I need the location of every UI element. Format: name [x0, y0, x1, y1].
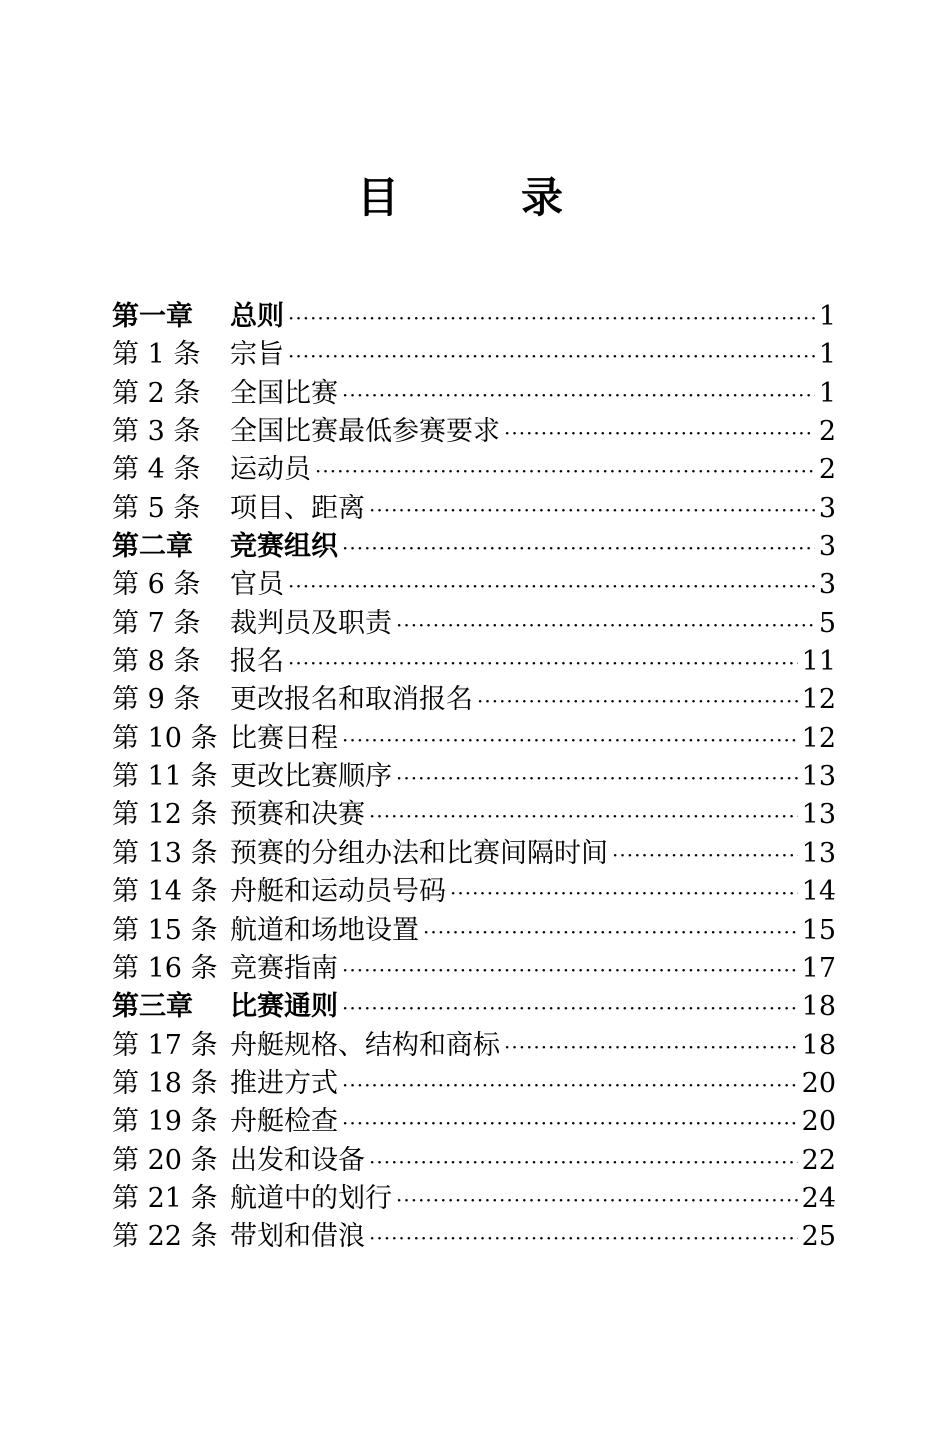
toc-article-entry[interactable]	[112, 912, 836, 950]
toc-entry-label: 第 8 条	[112, 646, 201, 678]
toc-entry-title: 比赛日程	[230, 722, 338, 754]
toc-article-entry[interactable]	[112, 950, 836, 988]
dot-leader	[288, 299, 815, 337]
toc-entry-label: 第 2 条	[112, 377, 201, 409]
dot-leader	[423, 913, 798, 951]
toc-article-entry[interactable]	[112, 1027, 836, 1065]
toc-entry-page-number: 13	[801, 799, 836, 831]
toc-entry-title: 航道中的划行	[230, 1182, 392, 1214]
toc-entry-title: 舟艇规格、结构和商标	[230, 1029, 500, 1061]
toc-article-entry[interactable]	[112, 1142, 836, 1180]
toc-entry-page-number: 3	[818, 531, 836, 563]
toc-entry-label: 第 9 条	[112, 684, 201, 716]
toc-entry-page-number: 18	[801, 1029, 836, 1061]
toc-entry-label: 第 7 条	[112, 607, 201, 639]
toc-entry-title: 运动员	[230, 454, 311, 486]
dot-leader	[369, 491, 815, 529]
toc-article-entry[interactable]	[112, 643, 836, 681]
toc-article-entry[interactable]	[112, 758, 836, 796]
toc-entry-page-number: 1	[818, 339, 836, 371]
toc-chapter-entry[interactable]	[112, 988, 836, 1026]
toc-article-entry[interactable]	[112, 1180, 836, 1218]
toc-article-entry[interactable]	[112, 413, 836, 451]
toc-entry-title: 航道和场地设置	[230, 914, 419, 946]
dot-leader	[396, 606, 815, 644]
toc-article-entry[interactable]	[112, 375, 836, 413]
toc-entry-title: 预赛的分组办法和比赛间隔时间	[230, 837, 608, 869]
toc-entry-label: 第 19 条	[112, 1106, 218, 1138]
dot-leader	[342, 951, 798, 989]
toc-article-entry[interactable]	[112, 873, 836, 911]
dot-leader	[504, 414, 815, 452]
toc-entry-title: 官员	[230, 569, 284, 601]
toc-entry-page-number: 11	[801, 646, 836, 678]
dot-leader	[477, 682, 798, 720]
toc-article-entry[interactable]	[112, 720, 836, 758]
toc-entry-label: 第 22 条	[112, 1221, 218, 1253]
toc-entry-label: 第一章	[112, 301, 193, 332]
toc-entry-label: 第 11 条	[112, 761, 218, 793]
toc-entry-page-number: 17	[801, 952, 836, 984]
toc-entry-title: 全国比赛最低参赛要求	[230, 416, 500, 448]
dot-leader	[342, 1104, 798, 1142]
toc-entry-label: 第 20 条	[112, 1144, 218, 1176]
toc-entry-title: 报名	[230, 646, 284, 678]
toc-entry-label: 第 4 条	[112, 454, 201, 486]
toc-entry-title: 竞赛指南	[230, 952, 338, 984]
toc-entry-page-number: 13	[801, 761, 836, 793]
toc-entry-label: 第 12 条	[112, 799, 218, 831]
dot-leader	[369, 1143, 798, 1181]
toc-entry-page-number: 2	[818, 454, 836, 486]
toc-entry-label: 第 21 条	[112, 1182, 218, 1214]
table-of-contents	[112, 298, 836, 1257]
toc-entry-title: 舟艇检查	[230, 1106, 338, 1138]
toc-entry-label: 第 1 条	[112, 339, 201, 371]
toc-entry-page-number: 24	[801, 1182, 836, 1214]
page-title: 目 录	[356, 173, 603, 222]
toc-article-entry[interactable]	[112, 835, 836, 873]
dot-leader	[342, 721, 798, 759]
dot-leader	[315, 452, 815, 490]
toc-chapter-entry[interactable]	[112, 528, 836, 566]
toc-entry-title: 全国比赛	[230, 377, 338, 409]
toc-entry-label: 第三章	[112, 991, 193, 1023]
toc-entry-label: 第 16 条	[112, 952, 218, 984]
dot-leader	[450, 874, 798, 912]
toc-entry-label: 第二章	[112, 531, 193, 563]
toc-chapter-entry[interactable]	[112, 298, 836, 336]
toc-article-entry[interactable]	[112, 1103, 836, 1141]
toc-entry-title: 出发和设备	[230, 1144, 365, 1176]
toc-entry-title: 竞赛组织	[230, 531, 338, 563]
toc-entry-title: 更改报名和取消报名	[230, 684, 473, 716]
toc-entry-page-number: 3	[818, 492, 836, 524]
dot-leader	[396, 1181, 798, 1219]
toc-entry-page-number: 1	[818, 377, 836, 409]
toc-article-entry[interactable]	[112, 336, 836, 374]
toc-entry-label: 第 3 条	[112, 416, 201, 448]
toc-entry-title: 带划和借浪	[230, 1221, 365, 1253]
toc-article-entry[interactable]	[112, 1218, 836, 1256]
toc-entry-page-number: 5	[818, 607, 836, 639]
toc-entry-label: 第 18 条	[112, 1067, 218, 1099]
toc-entry-label: 第 17 条	[112, 1029, 218, 1061]
dot-leader	[504, 1028, 798, 1066]
toc-article-entry[interactable]	[112, 605, 836, 643]
toc-article-entry[interactable]	[112, 681, 836, 719]
toc-entry-page-number: 1	[818, 301, 836, 332]
toc-entry-title: 总则	[230, 301, 284, 332]
toc-entry-label: 第 6 条	[112, 569, 201, 601]
toc-entry-label: 第 5 条	[112, 492, 201, 524]
toc-entry-label: 第 10 条	[112, 722, 218, 754]
dot-leader	[396, 759, 798, 797]
toc-entry-title: 推进方式	[230, 1067, 338, 1099]
dot-leader	[342, 376, 815, 414]
toc-article-entry[interactable]	[112, 566, 836, 604]
toc-entry-title: 更改比赛顺序	[230, 761, 392, 793]
dot-leader	[288, 337, 815, 375]
toc-entry-page-number: 12	[801, 684, 836, 716]
toc-entry-page-number: 18	[801, 991, 836, 1023]
dot-leader	[288, 567, 815, 605]
toc-entry-page-number: 25	[801, 1221, 836, 1253]
toc-entry-title: 舟艇和运动员号码	[230, 876, 446, 908]
dot-leader	[612, 836, 798, 874]
toc-article-entry[interactable]	[112, 796, 836, 834]
toc-entry-title: 裁判员及职责	[230, 607, 392, 639]
toc-article-entry[interactable]	[112, 490, 836, 528]
dot-leader	[342, 989, 798, 1027]
toc-entry-page-number: 20	[801, 1106, 836, 1138]
dot-leader	[369, 797, 798, 835]
toc-entry-page-number: 13	[801, 837, 836, 869]
toc-entry-page-number: 22	[801, 1144, 836, 1176]
toc-entry-page-number: 15	[801, 914, 836, 946]
toc-article-entry[interactable]	[112, 1065, 836, 1103]
toc-entry-page-number: 2	[818, 416, 836, 448]
toc-entry-label: 第 15 条	[112, 914, 218, 946]
dot-leader	[369, 1219, 798, 1257]
toc-entry-title: 比赛通则	[230, 991, 338, 1023]
toc-entry-label: 第 13 条	[112, 837, 218, 869]
toc-entry-page-number: 12	[801, 722, 836, 754]
dot-leader	[342, 529, 815, 567]
dot-leader	[342, 1066, 798, 1104]
toc-entry-label: 第 14 条	[112, 876, 218, 908]
toc-entry-title: 预赛和决赛	[230, 799, 365, 831]
toc-entry-title: 宗旨	[230, 339, 284, 371]
toc-entry-title: 项目、距离	[230, 492, 365, 524]
toc-entry-page-number: 14	[801, 876, 836, 908]
toc-entry-page-number: 20	[801, 1067, 836, 1099]
dot-leader	[288, 644, 798, 682]
toc-article-entry[interactable]	[112, 451, 836, 489]
toc-entry-page-number: 3	[818, 569, 836, 601]
